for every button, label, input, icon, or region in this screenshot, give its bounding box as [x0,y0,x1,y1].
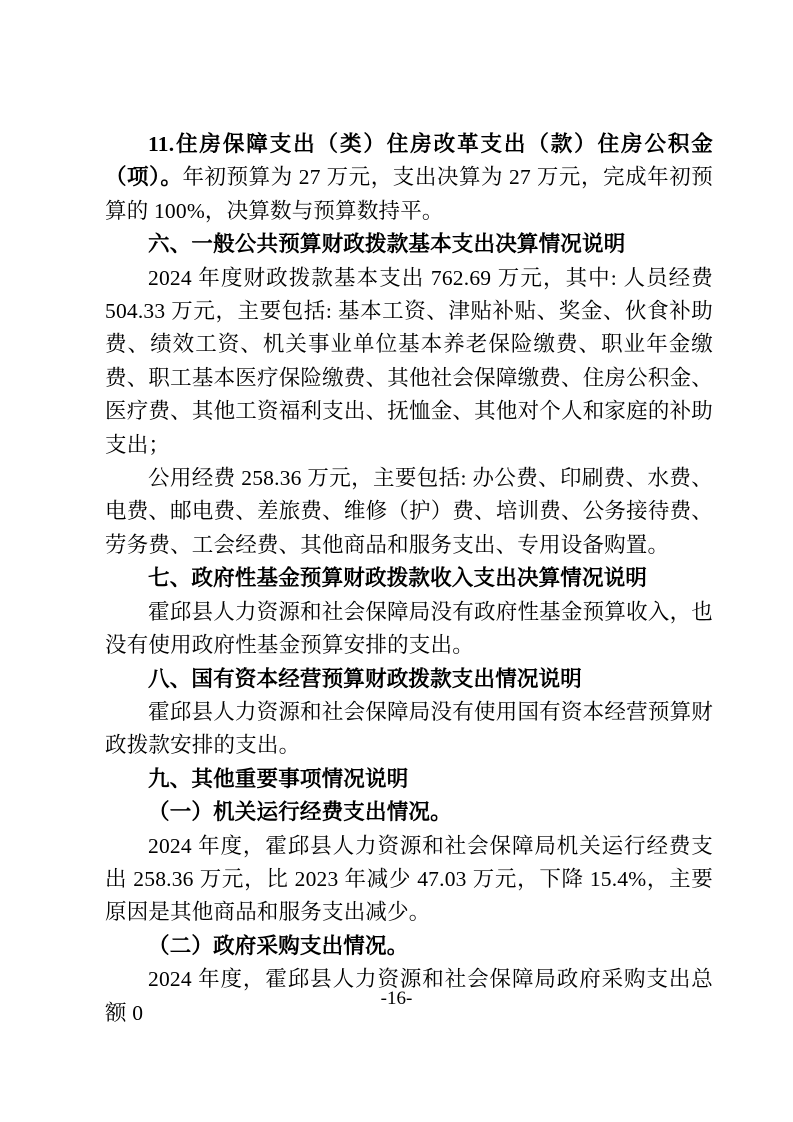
section-9-sub-2-heading: （二）政府采购支出情况。 [148,933,409,958]
section-6-heading: 六、一般公共预算财政拨款基本支出决算情况说明 [148,232,626,257]
page-number: -16- [380,988,413,1009]
section-9-sub-2-paragraph: 2024 年度，霍邱县人力资源和社会保障局政府采购支出总额 0 [105,967,713,1025]
section-9-sub-1-paragraph: 2024 年度，霍邱县人力资源和社会保障局机关运行经费支出 258.36 万元，比 2023 年减少 47.03 万元，下降 15.4%，主要原因是其他商品和服务支出减少。 [105,833,713,925]
section-8-paragraph: 霍邱县人力资源和社会保障局没有使用国有资本经营预算财政拨款安排的支出。 [105,699,713,758]
paragraph-item-11 [105,128,713,228]
section-6-paragraph-public-funds: 公用经费 258.36 万元，主要包括: 办公费、印刷费、水费、电费、邮电费、差旅费、维修（护）费、培训费、公务接待费、劳务费、工会经费、其他商品和服务支出、专用设备购置。 [105,466,713,557]
section-7-paragraph: 霍邱县人力资源和社会保障局没有政府性基金预算收入，也没有使用政府性基金预算安排的支出。 [105,599,713,658]
section-9-heading: 九、其他重要事项情况说明 [148,766,409,791]
section-6-paragraph-personnel: 2024 年度财政拨款基本支出 762.69 万元，其中: 人员经费 504.33 万元，主要包括: 基本工资、津贴补贴、奖金、伙食补助费、绩效工资、机关事业单位基本养老保险缴费、职业年金缴费、职工基本医疗保险缴费、其他社会保障缴费、住房公积金、医疗费、其他工资福利支出、抚恤金、其他对个人和家庭的补助支出； [105,265,713,457]
section-7-heading: 七、政府性基金预算财政拨款收入支出决算情况说明 [148,566,648,591]
section-8-heading: 八、国有资本经营预算财政拨款支出情况说明 [148,666,583,691]
document-body [105,128,713,1030]
item-11-heading: 11.住房保障支出（类）住房改革支出（款）住房公积金（项）。 [105,132,713,190]
section-9-sub-1-heading: （一）机关运行经费支出情况。 [148,800,452,825]
item-11-text: 年初预算为 27 万元，支出决算为 27 万元，完成年初预算的 100%，决算数与预算数持平。 [105,165,713,223]
